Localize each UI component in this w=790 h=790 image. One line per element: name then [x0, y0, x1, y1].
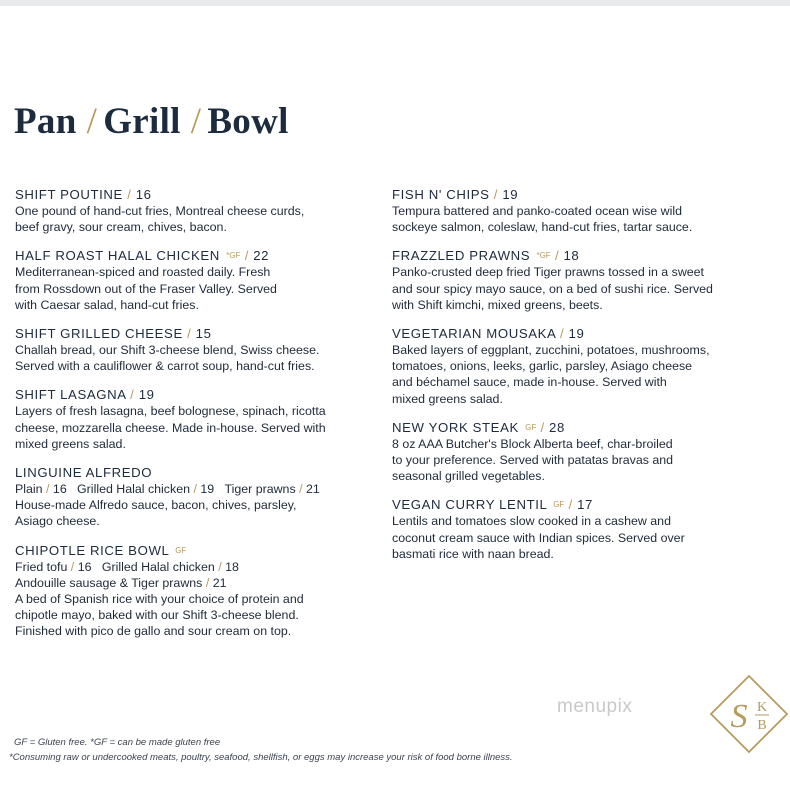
- menu-column-left: [15, 186, 385, 652]
- item-options: Plain / 16 Grilled Halal chicken / 19 Tiger prawns / 21: [15, 482, 320, 497]
- menu-column-right: [392, 186, 787, 574]
- item-description: Tempura battered and panko-coated ocean wise wild sockeye salmon, coleslaw, hand-cut fries, tartar sauce.: [392, 204, 693, 235]
- item-price: 19: [138, 387, 155, 403]
- item-description: Panko-crusted deep fried Tiger prawns tossed in a sweet and sour spicy mayo sauce, on a bed of sushi rice. Served with Shift kimchi, mixed greens, beets.: [392, 265, 713, 312]
- menu-item: FRAZZLED PRAWNS $^{*GF}$ / 18 Panko-crusted deep fried Tiger prawns tossed in a sweet and sour spicy mayo sauce, on a bed of sushi rice. Served with Shift kimchi, mixed greens, beets.: [392, 247, 787, 313]
- item-price: 15: [195, 326, 212, 342]
- menu-item: NEW YORK STEAK $^{GF}$ / 28 8 oz AAA Butcher's Block Alberta beef, char-broiled to your preference. Served with patatas bravas and seasonal grilled vegetables.: [392, 419, 787, 485]
- item-description: 8 oz AAA Butcher's Block Alberta beef, char-broiled to your preference. Served with patatas bravas and seasonal grilled vegetables.: [392, 436, 674, 484]
- item-price: 28: [549, 419, 565, 435]
- menu-item-chipotle: [15, 542, 385, 640]
- item-name: FRAZZLED PRAWNS: [392, 248, 531, 264]
- menu-item: VEGAN CURRY LENTIL $^{GF}$ / 17 Lentils and tomatoes slow cooked in a cashew and coconut cream sauce with Indian spices. Served over basmati rice with naan bread.: [392, 496, 787, 562]
- title-pan: Pan: [14, 101, 77, 142]
- item-description: A bed of Spanish rice with your choice of protein and chipotle mayo, baked with our Shift 3-cheese blend. Finished with pico de gallo and sour cream on top.: [15, 592, 304, 639]
- item-description: Layers of fresh lasagna, beef bolognese, spinach, ricotta cheese, mozzarella cheese. Made in-house. Served with mixed greens salad.: [15, 404, 326, 451]
- item-description: Mediterranean-spiced and roasted daily. Fresh from Rossdown out of the Fraser Valley. Served with Caesar salad, hand-cut fries.: [15, 265, 277, 312]
- item-description: House-made Alfredo sauce, bacon, chives, parsley, Asiago cheese.: [15, 498, 297, 529]
- item-price: 17: [577, 497, 593, 513]
- menu-item: HALF ROAST HALAL CHICKEN $^{*GF}$ / 22 Mediterranean-spiced and roasted daily. Fresh from Rossdown out of the Fraser Valley. Served with Caesar salad, hand-cut fries.: [15, 247, 385, 313]
- item-description: One pound of hand-cut fries, Montreal cheese curds, beef gravy, sour cream, chives, bacon.: [15, 204, 305, 235]
- gf-badge: GF: [525, 422, 537, 432]
- item-price: 18: [563, 248, 580, 264]
- gf-badge: *GF: [536, 251, 551, 261]
- item-price: 22: [253, 248, 270, 264]
- item-options: Andouille sausage & Tiger prawns / 21: [15, 575, 227, 590]
- item-name: SHIFT LASAGNA: [15, 387, 126, 403]
- menu-item: SHIFT GRILLED CHEESE / 15 Challah bread, our Shift 3-cheese blend, Swiss cheese. Served with a cauliflower & carrot soup, hand-cut fries.: [15, 325, 385, 374]
- title-bowl: Bowl: [207, 101, 289, 142]
- item-description: Baked layers of eggplant, zucchini, potatoes, mushrooms, tomatoes, onions, leeks, garlic, parsley, Asiago cheese and béchamel sauce, made in-house. Served with mixed greens salad.: [392, 343, 710, 406]
- gf-legend: GF = Gluten free. *GF = can be made gluten free: [14, 737, 221, 748]
- item-name: FISH N' CHIPS: [392, 187, 490, 202]
- item-name: SHIFT POUTINE: [15, 187, 123, 202]
- page-title: [14, 100, 289, 143]
- logo-main-letter: S: [730, 698, 748, 735]
- item-name: VEGAN CURRY LENTIL: [392, 497, 547, 513]
- item-name: LINGUINE ALFREDO: [15, 465, 153, 481]
- item-options: Fried tofu / 16 Grilled Halal chicken / 18: [15, 559, 239, 574]
- gf-badge: GF: [175, 545, 187, 555]
- food-safety-disclaimer: *Consuming raw or undercooked meats, poultry, seafood, shellfish, or eggs may increase your risk of food borne illness.: [9, 752, 513, 763]
- menu-item: VEGETARIAN MOUSAKA / 19 Baked layers of eggplant, zucchini, potatoes, mushrooms, tomatoes, onions, leeks, garlic, parsley, Asiago cheese and béchamel sauce, made in-house. Served with mixed greens salad.: [392, 325, 787, 407]
- item-price: 19: [502, 187, 519, 202]
- title-slash: /: [190, 101, 202, 142]
- gf-badge: *GF: [226, 251, 241, 261]
- item-description: Challah bread, our Shift 3-cheese blend, Swiss cheese. Served with a cauliflower & carrot soup, hand-cut fries.: [15, 343, 320, 374]
- menu-item: SHIFT LASAGNA / 19 Layers of fresh lasagna, beef bolognese, spinach, ricotta cheese, mozzarella cheese. Made in-house. Served with mixed greens salad.: [15, 386, 385, 452]
- item-price: 19: [568, 326, 585, 342]
- logo-bottom-letter: B: [757, 718, 767, 733]
- item-name: SHIFT GRILLED CHEESE: [15, 326, 183, 342]
- item-name: VEGETARIAN MOUSAKA: [392, 326, 556, 342]
- title-grill: Grill: [103, 101, 181, 142]
- menu-item: FISH N' CHIPS / 19 Tempura battered and panko-coated ocean wise wild sockeye salmon, coleslaw, hand-cut fries, tartar sauce.: [392, 186, 787, 235]
- title-slash: /: [86, 101, 98, 142]
- item-name: HALF ROAST HALAL CHICKEN: [15, 248, 220, 264]
- logo-top-letter: K: [756, 700, 768, 715]
- menu-item: SHIFT POUTINE / 16 One pound of hand-cut fries, Montreal cheese curds, beef gravy, sour cream, chives, bacon.: [15, 186, 385, 235]
- item-name: CHIPOTLE RICE BOWL: [15, 542, 169, 558]
- gf-badge: GF: [553, 500, 565, 510]
- restaurant-logo: [709, 674, 789, 754]
- item-description: Lentils and tomatoes slow cooked in a cashew and coconut cream sauce with Indian spices. Served over basmati rice with naan bread.: [392, 514, 685, 561]
- top-border: [0, 0, 790, 6]
- item-name: NEW YORK STEAK: [392, 419, 519, 435]
- menu-item-linguine: [15, 464, 385, 530]
- menupix-watermark: menupix: [557, 696, 633, 717]
- item-price: 16: [135, 187, 152, 202]
